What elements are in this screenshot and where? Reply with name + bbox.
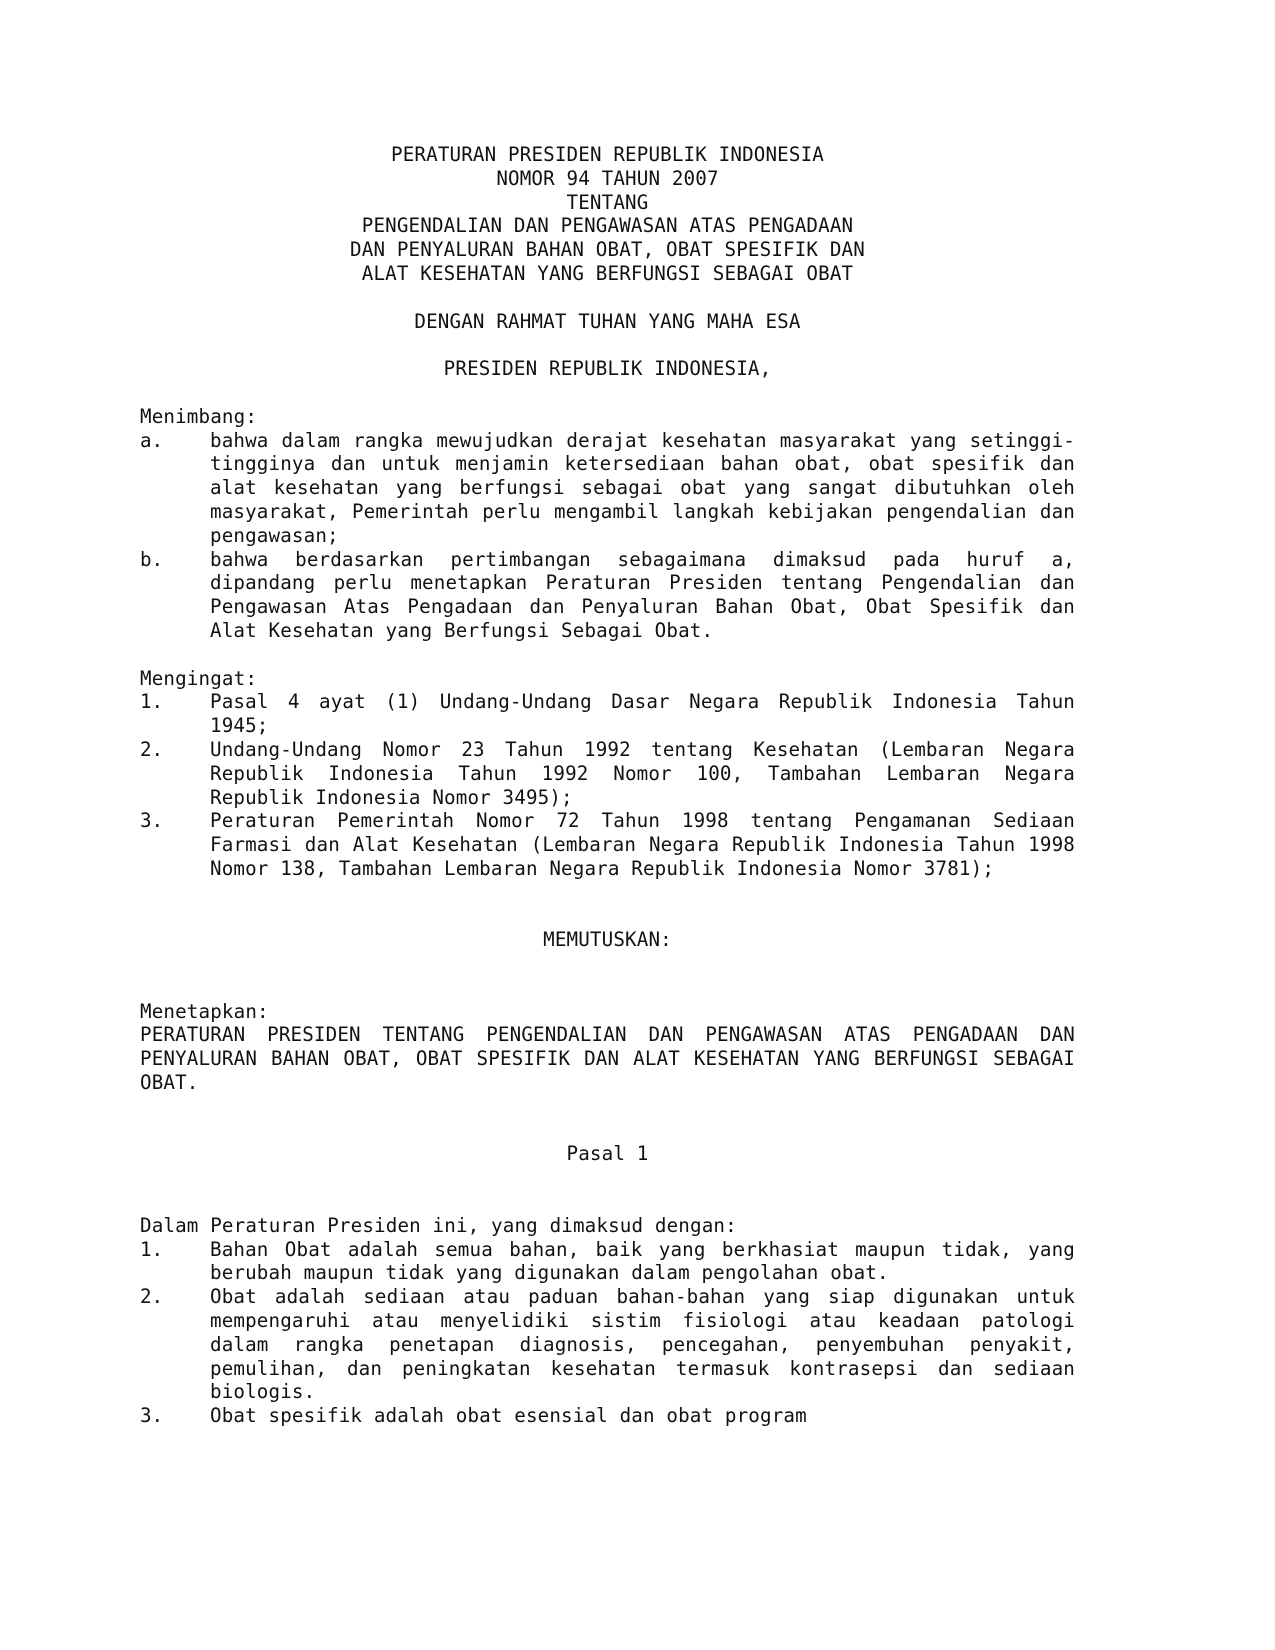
memutuskan-heading: MEMUTUSKAN: <box>543 928 672 952</box>
spacer <box>140 881 1075 905</box>
menimbang-marker-a: a. <box>140 428 164 452</box>
invocation-line: DENGAN RAHMAT TUHAN YANG MAHA ESA <box>414 309 801 333</box>
issuer-line: PRESIDEN REPUBLIK INDONESIA, <box>443 357 772 381</box>
title-line-3: TENTANG <box>566 190 649 214</box>
mengingat-text-1: Pasal 4 ayat (1) Undang-Undang Dasar Negara Republik Indonesia Tahun 1945; <box>210 690 1075 738</box>
title-line-2: NOMOR 94 TAHUN 2007 <box>496 166 719 190</box>
pasal-1-item-3 <box>140 1404 1075 1428</box>
menetapkan-label: Menetapkan: <box>140 999 269 1023</box>
pasal-1-text-2: Obat adalah sediaan atau paduan bahan-bahan yang siap digunakan untuk mempengaruhi atau menyelidiki sistim fisiologi atau keadaan patologi dalam rangka penetapan diagnosis, pencegahan, penyembuhan penyakit, pemulihan, dan peningkatan kesehatan termasuk kontrasepsi dan sediaan biologis. <box>210 1285 1075 1404</box>
pasal-1-lead: Dalam Peraturan Presiden ini, yang dimaksud dengan: <box>140 1213 737 1237</box>
pasal-1-item-1 <box>140 1238 1075 1286</box>
pasal-1-text-1: Bahan Obat adalah semua bahan, baik yang berkhasiat maupun tidak, yang berubah maupun tidak yang digunakan dalam pengolahan obat. <box>210 1237 1075 1285</box>
spacer <box>140 1166 1075 1190</box>
pasal-1-marker-3: 3. <box>140 1404 164 1428</box>
mengingat-label: Mengingat: <box>140 666 258 690</box>
pasal-1-item-2 <box>140 1285 1075 1404</box>
menetapkan-text: PERATURAN PRESIDEN TENTANG PENGENDALIAN DAN PENGAWASAN ATAS PENGADAAN DAN PENYALURAN BAHAN OBAT, OBAT SPESIFIK DAN ALAT KESEHATAN YANG BERFUNGSI SEBAGAI OBAT. <box>140 1023 1075 1095</box>
document-content <box>140 143 1075 1428</box>
mengingat-item-3 <box>140 809 1075 880</box>
spacer <box>140 952 1075 976</box>
spacer <box>140 905 1075 929</box>
pasal-1-marker-1: 1. <box>140 1237 164 1261</box>
spacer <box>140 643 1075 667</box>
mengingat-item-1 <box>140 690 1075 738</box>
menimbang-item-b <box>140 548 1075 643</box>
menimbang-text-b: bahwa berdasarkan pertimbangan sebagaimana dimaksud pada huruf a, dipandang perlu menetapkan Peraturan Presiden tentang Pengendalian dan Pengawasan Atas Pengadaan dan Penyaluran Bahan Obat, Obat Spesifik dan Alat Kesehatan yang Berfungsi Sebagai Obat. <box>210 547 1075 642</box>
mengingat-text-3: Peraturan Pemerintah Nomor 72 Tahun 1998 tentang Pengamanan Sediaan Farmasi dan Alat Kesehatan (Lembaran Negara Republik Indonesia Tahun 1998 Nomor 138, Tambahan Lembaran Negara Republik Indonesia Nomor 3781); <box>210 809 1075 880</box>
spacer <box>140 381 1075 405</box>
title-line-1: PERATURAN PRESIDEN REPUBLIK INDONESIA <box>391 143 824 166</box>
spacer <box>140 1119 1075 1143</box>
menimbang-marker-b: b. <box>140 547 164 571</box>
menimbang-text-a: bahwa dalam rangka mewujudkan derajat kesehatan masyarakat yang setinggi-tingginya dan untuk menjamin ketersediaan bahan obat, obat spesifik dan alat kesehatan yang berfungsi sebagai obat yang sangat dibutuhkan oleh masyarakat, Pemerintah perlu mengambil langkah kebijakan pengendalian dan pengawasan; <box>210 428 1075 547</box>
mengingat-marker-3: 3. <box>140 809 164 833</box>
title-line-6: ALAT KESEHATAN YANG BERFUNGSI SEBAGAI OBAT <box>361 261 854 285</box>
spacer <box>140 1190 1075 1214</box>
mengingat-text-2: Undang-Undang Nomor 23 Tahun 1992 tentang Kesehatan (Lembaran Negara Republik Indonesia Tahun 1992 Nomor 100, Tambahan Lembaran Negara Republik Indonesia Nomor 3495); <box>210 737 1075 809</box>
mengingat-item-2 <box>140 738 1075 809</box>
mengingat-marker-1: 1. <box>140 690 164 714</box>
spacer <box>140 286 1075 310</box>
spacer <box>140 976 1075 1000</box>
menimbang-item-a <box>140 429 1075 548</box>
spacer <box>140 1095 1075 1119</box>
menimbang-label: Menimbang: <box>140 404 258 428</box>
title-line-4: PENGENDALIAN DAN PENGAWASAN ATAS PENGADAAN <box>361 214 854 238</box>
title-line-5: DAN PENYALURAN BAHAN OBAT, OBAT SPESIFIK DAN <box>350 238 865 262</box>
pasal-1-heading: Pasal 1 <box>566 1142 649 1166</box>
mengingat-marker-2: 2. <box>140 737 164 761</box>
pasal-1-marker-2: 2. <box>140 1285 164 1309</box>
spacer <box>140 333 1075 357</box>
pasal-1-text-3: Obat spesifik adalah obat esensial dan obat program <box>210 1404 807 1428</box>
